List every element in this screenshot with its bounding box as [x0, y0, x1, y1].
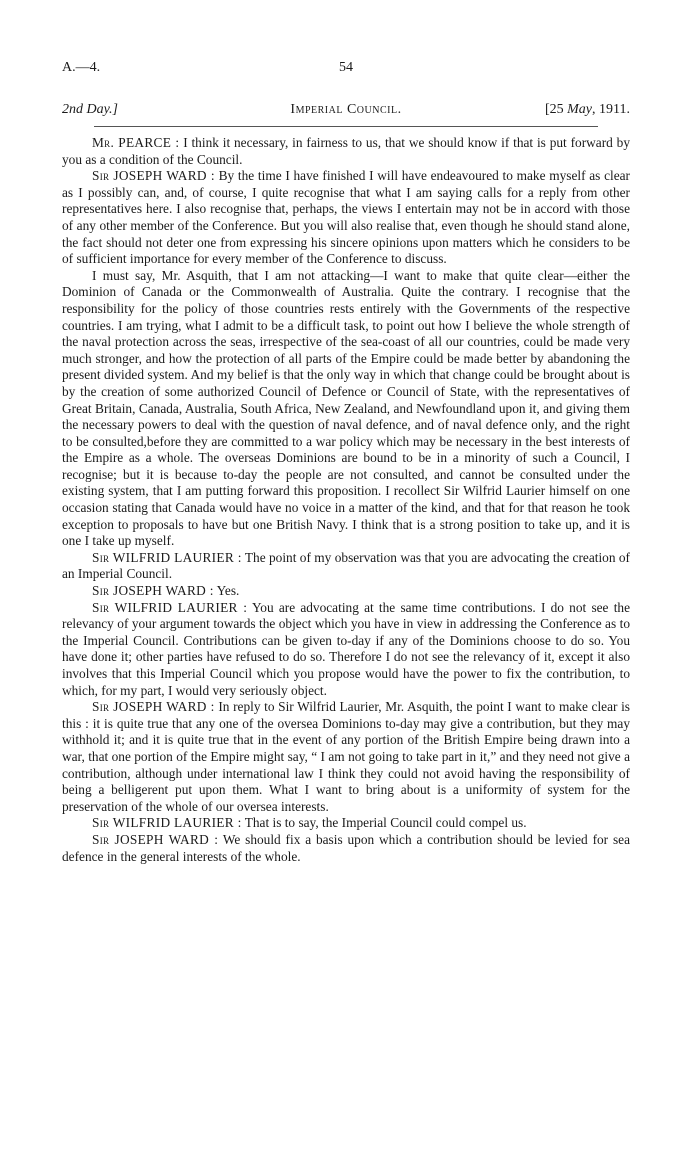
paragraph-text: I think it necessary, in fairness to us, that we should know if that is put forward by you as a condition of the Council. [62, 135, 631, 167]
paragraph [62, 832, 630, 865]
paragraph [62, 268, 630, 550]
paragraph-text: We should fix a basis upon which a contribution should be levied for sea defence in the general interests of the whole. [62, 831, 630, 864]
speaker-name: Sir JOSEPH WARD : [92, 831, 219, 847]
paragraph [62, 600, 630, 700]
header-rule [94, 126, 598, 127]
running-head-date-suffix: , 1911. [592, 102, 630, 117]
paragraph [62, 583, 630, 600]
paragraph [62, 815, 630, 832]
speaker-name: Sir WILFRID LAURIER : [92, 599, 248, 615]
speaker-name: Sir JOSEPH WARD : [92, 168, 215, 184]
running-head [62, 102, 630, 126]
speaker-name: Sir JOSEPH WARD : [92, 699, 215, 715]
paragraph [62, 168, 630, 268]
page-header [62, 60, 630, 82]
paragraph-text: You are advocating at the same time contributions. I do not see the relevancy of your argument towards the object which you have in view in addressing the Conference as to the Imperial Council. Contributions can be given to-day if any of the Dominions choose to do so. You have done it; other parties have refused to do so. Therefore I do not see the relevancy of it, except it also involves that this Imperial Council which you propose would have the power to fix the contribution, to which, for my part, I would very seriously object. [62, 599, 630, 698]
page-number: 54 [339, 60, 353, 75]
page-reference: A.—4. [62, 60, 101, 75]
running-head-date-prefix: [25 [544, 102, 568, 117]
paragraph-text: I must say, Mr. Asquith, that I am not attacking—I want to make that quite clear—either the Dominion of Canada or the Commonwealth of Australia. Quite the contrary. I recognise that the responsibility for the policy of those countries rests entirely with the Governments of the respective countries. I am trying, what I admit to be a difficult task, to point out how I believe the whole strength of the naval protection across the seas, irrespective of the sea-coast of all our countries, could be made very much stronger, and how the protection of all parts of the Empire could be made better by abandoning the present divided system. And my belief is that the only way in which that change could be brought about is by the creation of some authorized Council of Defence or Council of State, with the representatives of Great Britain, Canada, Australia, South Africa, New Zealand, and Newfoundland upon it, and giving them the necessary powers to deal with the question of naval defence, and of naval defence only, and the right to be consulted,before they are committed to a war policy which may be necessary in the best interests of the Empire as a whole. The overseas Dominions are bound to be in a minority of such a Council, I recognise; but it is because to-day the people are not consulted, and cannot be consulted under the existing system, that I am putting forward this proposition. I recollect Sir Wilfrid Laurier himself on one occasion stating that Canada would have no voice in a matter of the kind, and that for that reason he took exception to proposals to have but one British Navy. I think that is a strong position to take up, and it is one I take up myself. [62, 267, 630, 549]
running-head-date-month: May [567, 102, 593, 117]
paragraph-text: Yes. [213, 583, 240, 599]
speaker-name: Sir JOSEPH WARD : [92, 583, 214, 599]
paragraph [62, 699, 630, 815]
running-head-title: Imperial Council. [290, 102, 402, 117]
paragraph-text: By the time I have finished I will have endeavoured to make myself as clear as I possibly can, and, of course, I quite recognise that what I am saying calls for a reply from other representatives here. I also recognise that, perhaps, the views I entertain may not be in accord with those of any other member of the Conference. But you will also realise that, even though he should stand alone, the fact should not deter one from expressing his sincere opinions upon matters which he considers to be of sufficient importance for every member of the Conference to discuss. [62, 168, 631, 267]
paragraph-text: The point of my observation was that you are advocating the creation of an Imperial Council. [62, 549, 630, 582]
paragraph [62, 550, 630, 583]
speaker-name: Mr. PEARCE : [92, 135, 180, 150]
speaker-name: Sir WILFRID LAURIER : [92, 815, 242, 831]
paragraph-text: That is to say, the Imperial Council could compel us. [241, 815, 527, 831]
running-head-day: 2nd Day.] [62, 102, 118, 117]
running-head-date [545, 102, 630, 118]
speaker-name: Sir WILFRID LAURIER : [92, 549, 242, 565]
paragraph [62, 135, 630, 168]
document-body [62, 135, 630, 865]
document-page [62, 60, 630, 865]
paragraph-text: In reply to Sir Wilfrid Laurier, Mr. Asquith, the point I want to make clear is this : it is quite true that any one of the oversea Dominions to-day may give a contribution, but they may withhold it; and it is quite true that in the event of any portion of the British Empire being drawn into a war, that one portion of the Empire might say, “ I am not going to take part in it,” and they need not give a contribution, although under international law I think they could not avoid having the responsibility of being a belligerent put upon them. What I want to bring about is a uniformity of system for the preservation of the whole of our oversea interests. [62, 699, 630, 814]
